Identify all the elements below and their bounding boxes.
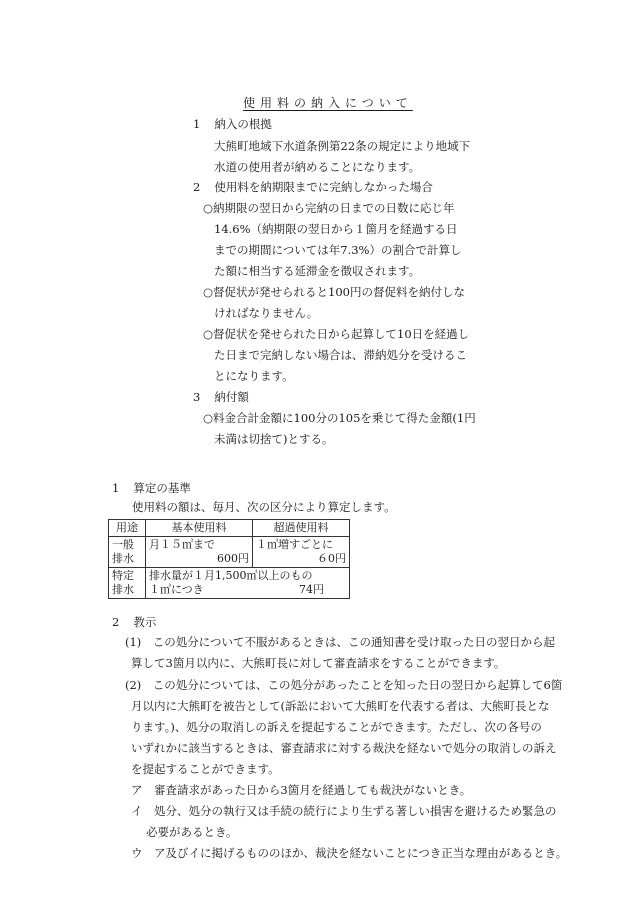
table-cell: 特定 排水 bbox=[109, 568, 146, 599]
notice-heading bbox=[112, 614, 156, 630]
table-row bbox=[109, 537, 350, 568]
table-row bbox=[109, 568, 350, 599]
table-header: 用途 bbox=[109, 520, 146, 537]
bullet-line: 未満は切捨て)とする。 bbox=[214, 432, 334, 446]
section-title: 納付額 bbox=[214, 390, 249, 404]
notice-paragraph: ります。)、処分の取消しの訴えを提起することができます。ただし、次の各号の bbox=[131, 720, 542, 734]
section-title: 使用料を納期限までに完納しなかった場合 bbox=[214, 180, 433, 194]
bullet-line: ○料金合計金額に100分の105を乗じて得た金額(1円 bbox=[203, 411, 476, 425]
bullet-line: ○督促状が発せられると100円の督促料を納付しな bbox=[203, 285, 465, 299]
table-cell: 一般 排水 bbox=[109, 537, 146, 568]
section-1-heading bbox=[193, 116, 272, 132]
notice-paragraph: (2) この処分については、この処分があったことを知った日の翌日から起算して6箇 bbox=[125, 678, 563, 692]
calc-heading bbox=[112, 480, 191, 496]
bullet-line: た日まで完納しない場合は、滞納処分を受けるこ bbox=[214, 348, 467, 362]
page-title: 使用料の納入について bbox=[243, 96, 413, 110]
notice-paragraph: 月以内に大熊町を被告として(訴訟において大熊町を代表する者は、大熊町長とな bbox=[131, 699, 550, 713]
section-number: 2 bbox=[193, 180, 201, 194]
section-3-heading bbox=[193, 389, 249, 405]
table-cell: １㎥増すごとに ６0円 bbox=[253, 537, 350, 568]
table-cell: 月１５㎥まで 600円 bbox=[146, 537, 253, 568]
fee-table bbox=[108, 519, 350, 599]
section-number: 1 bbox=[193, 117, 201, 131]
bullet-line: 14.6%（納期限の翌日から１箇月を経過する日 bbox=[214, 222, 458, 236]
section-1-text: 水道の使用者が納めることになります。 bbox=[214, 160, 421, 174]
bullet-line: た額に相当する延滞金を徴収されます。 bbox=[214, 264, 421, 278]
section-1-text: 大熊町地域下水道条例第22条の規定により地域下 bbox=[214, 139, 471, 153]
notice-paragraph: (1) この処分について不服があるときは、この通知書を受け取った日の翌日から起 bbox=[125, 635, 556, 649]
table-cell: 排水量が１月1,500㎥以上のもの １㎥につき 74円 bbox=[146, 568, 350, 599]
section-number: 3 bbox=[193, 390, 201, 404]
notice-item: イ 処分、処分の執行又は手続の続行により生ずる著しい損害を避けるため緊急の bbox=[131, 804, 557, 818]
table-header-row bbox=[109, 520, 350, 537]
bullet-line: ○督促状を発せられた日から起算して10日を経過し bbox=[203, 327, 470, 341]
bullet-line: までの期間については年7.3%）の割合で計算し bbox=[214, 243, 462, 257]
section-number: 2 bbox=[112, 615, 120, 629]
section-title: 算定の基準 bbox=[133, 481, 191, 495]
table-header: 基本使用料 bbox=[146, 520, 253, 537]
table-header: 超過使用料 bbox=[253, 520, 350, 537]
section-2-heading bbox=[193, 179, 433, 195]
bullet-line: ○納期限の翌日から完納の日までの日数に応じ年 bbox=[203, 201, 455, 215]
notice-paragraph: を提起することができます。 bbox=[131, 762, 280, 776]
calc-description: 使用料の額は、毎月、次の区分により算定します。 bbox=[132, 500, 396, 514]
bullet-line: とになります。 bbox=[214, 369, 294, 383]
notice-item: ウ ア及びイに掲げるもののほか、裁決を経ないことにつき正当な理由があるとき。 bbox=[131, 846, 568, 860]
section-title: 納入の根拠 bbox=[214, 117, 272, 131]
section-title: 教示 bbox=[133, 615, 157, 629]
section-number: 1 bbox=[112, 481, 120, 495]
notice-paragraph: 算して3箇月以内に、大熊町長に対して審査請求をすることができます。 bbox=[131, 656, 506, 670]
bullet-line: ければなりません。 bbox=[214, 306, 319, 320]
notice-paragraph: いずれかに該当するときは、審査請求に対する裁決を経ないで処分の取消しの訴え bbox=[131, 741, 557, 755]
notice-item: 必要があるとき。 bbox=[146, 825, 238, 839]
notice-item: ア 審査請求があった日から3箇月を経過しても裁決がないとき。 bbox=[131, 783, 472, 797]
